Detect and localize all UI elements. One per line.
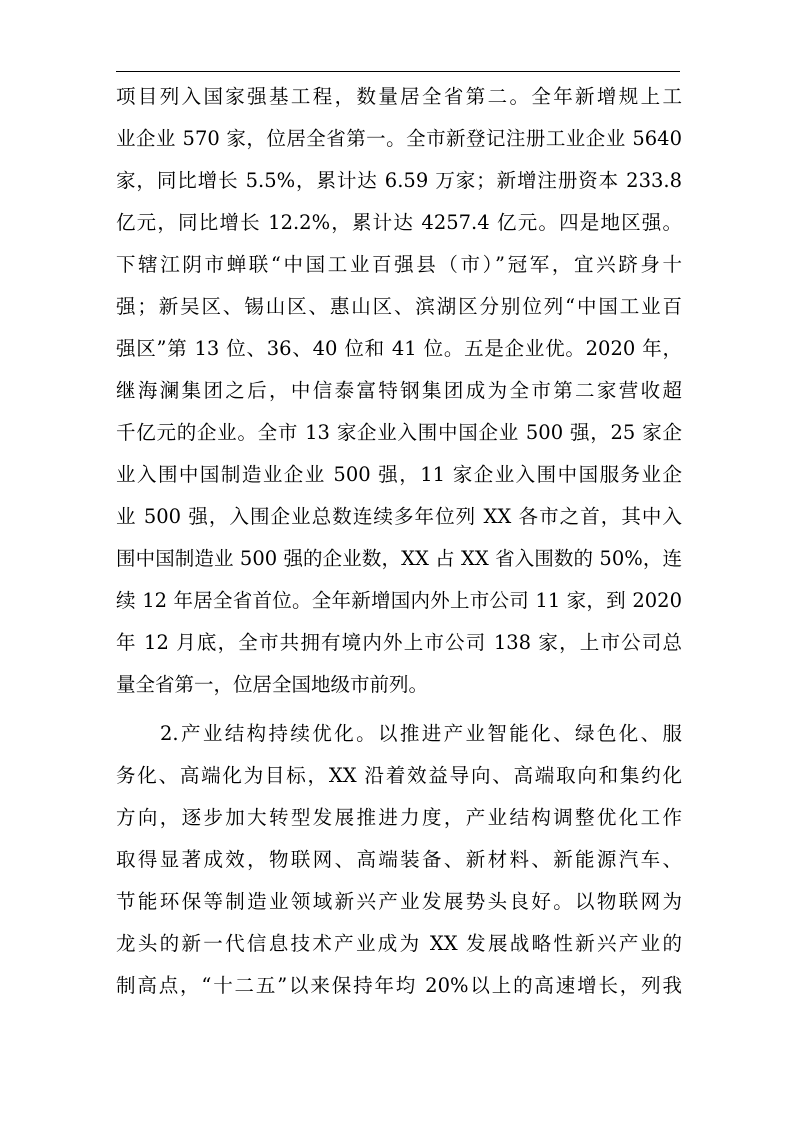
text-line-4: 亿元，同比增长 12.2%，累计达 4257.4 亿元。四是地区强。 [116, 211, 682, 234]
text-line-21: 龙头的新一代信息技术产业成为 XX 发展战略性新兴产业的 [116, 932, 682, 955]
text-line-1: 项目列入国家强基工程，数量居全省第二。全年新增规上工 [116, 85, 682, 108]
text-line-8: 继海澜集团之后，中信泰富特钢集团成为全市第二家营收超 [116, 379, 682, 402]
header-rule [116, 71, 680, 72]
text-line-20: 节能环保等制造业领域新兴产业发展势头良好。以物联网为 [116, 890, 682, 913]
text-line-5: 下辖江阴市蝉联“中国工业百强县（市）”冠军，宜兴跻身十 [116, 253, 682, 276]
text-line-6: 强；新吴区、锡山区、惠山区、滨湖区分别位列“中国工业百 [116, 295, 682, 318]
text-line-3: 家，同比增长 5.5%，累计达 6.59 万家；新增注册资本 233.8 [116, 169, 682, 192]
paragraph-2-heading-line: 2.产业结构持续优化。以推进产业智能化、绿色化、服 [160, 722, 682, 745]
text-line-19: 取得显著成效，物联网、高端装备、新材料、新能源汽车、 [116, 848, 682, 871]
text-line-14: 年 12 月底，全市共拥有境内外上市公司 138 家，上市公司总 [116, 631, 682, 654]
text-line-11: 业 500 强，入围企业总数连续多年位列 XX 各市之首，其中入 [116, 505, 682, 528]
text-line-10: 业入围中国制造业企业 500 强，11 家企业入围中国服务业企 [116, 463, 682, 486]
text-line-18: 方向，逐步加大转型发展推进力度，产业结构调整优化工作 [116, 806, 682, 829]
text-line-22: 制高点，“十二五”以来保持年均 20%以上的高速增长，列我 [116, 974, 682, 997]
text-line-15: 量全省第一，位居全国地级市前列。 [116, 673, 429, 696]
text-line-2: 业企业 570 家，位居全省第一。全市新登记注册工业企业 5640 [116, 127, 682, 150]
text-line-17: 务化、高端化为目标，XX 沿着效益导向、高端取向和集约化 [116, 764, 682, 787]
text-line-9: 千亿元的企业。全市 13 家企业入围中国企业 500 强，25 家企 [116, 421, 682, 444]
text-line-7: 强区”第 13 位、36、40 位和 41 位。五是企业优。2020 年， [116, 337, 682, 360]
text-line-12: 围中国制造业 500 强的企业数，XX 占 XX 省入围数的 50%，连 [116, 547, 682, 570]
text-line-13: 续 12 年居全省首位。全年新增国内外上市公司 11 家，到 2020 [116, 589, 682, 612]
